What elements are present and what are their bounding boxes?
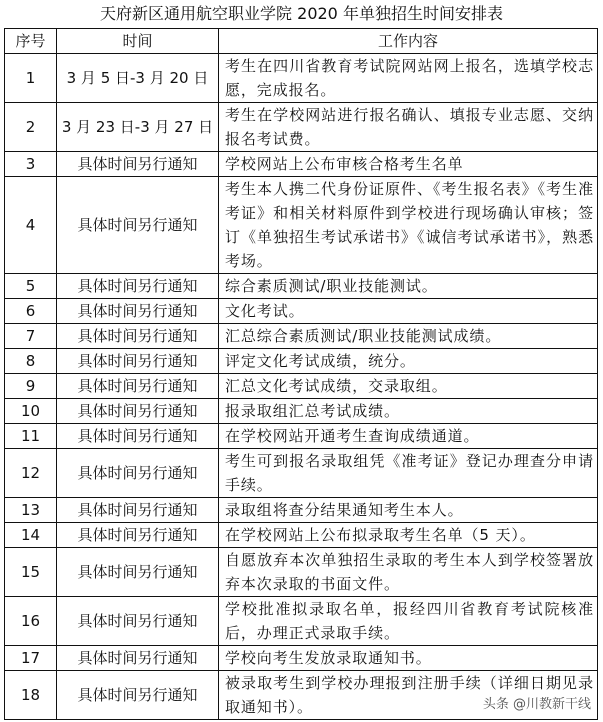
document-title: 天府新区通用航空职业学院 2020 年单独招生时间安排表 xyxy=(100,4,503,23)
table-row xyxy=(5,324,598,349)
table-row xyxy=(5,177,598,274)
table-row xyxy=(5,523,598,548)
row-number: 15 xyxy=(5,548,57,597)
table-row xyxy=(5,299,598,324)
row-content: 学校网站上公布审核合格考生名单 xyxy=(219,152,598,177)
table-row xyxy=(5,646,598,671)
header-time: 时间 xyxy=(57,29,219,54)
table-row xyxy=(5,548,598,597)
table-row xyxy=(5,103,598,152)
row-content: 被录取考生到学校办理报到注册手续（详细日期见录取通知书）。 xyxy=(219,671,598,720)
row-content: 考生本人携二代身份证原件、《考生报名表》《考生准考证》和相关材料原件到学校进行现场确认审核；签订《单独招生考试承诺书》《诚信考试承诺书》，熟悉考场。 xyxy=(219,177,598,274)
row-number: 14 xyxy=(5,523,57,548)
row-content: 学校批准拟录取名单，报经四川省教育考试院核准后，办理正式录取手续。 xyxy=(219,597,598,646)
row-time: 具体时间另行通知 xyxy=(57,548,219,597)
row-number: 3 xyxy=(5,152,57,177)
schedule-table xyxy=(4,28,598,720)
row-number: 17 xyxy=(5,646,57,671)
row-time: 具体时间另行通知 xyxy=(57,449,219,498)
row-content: 评定文化考试成绩，统分。 xyxy=(219,349,598,374)
table-row xyxy=(5,424,598,449)
row-time: 具体时间另行通知 xyxy=(57,498,219,523)
row-content: 考生可到报名录取组凭《准考证》登记办理查分申请手续。 xyxy=(219,449,598,498)
table-row xyxy=(5,498,598,523)
row-number: 8 xyxy=(5,349,57,374)
row-time: 具体时间另行通知 xyxy=(57,299,219,324)
row-time: 具体时间另行通知 xyxy=(57,152,219,177)
row-content: 在学校网站上公布拟录取考生名单（5 天）。 xyxy=(219,523,598,548)
row-time: 具体时间另行通知 xyxy=(57,597,219,646)
row-number: 7 xyxy=(5,324,57,349)
header-number: 序号 xyxy=(5,29,57,54)
row-number: 9 xyxy=(5,374,57,399)
row-number: 4 xyxy=(5,177,57,274)
row-number: 16 xyxy=(5,597,57,646)
row-number: 6 xyxy=(5,299,57,324)
row-content: 学校向考生发放录取通知书。 xyxy=(219,646,598,671)
table-row xyxy=(5,449,598,498)
row-number: 10 xyxy=(5,399,57,424)
row-number: 11 xyxy=(5,424,57,449)
row-content: 汇总综合素质测试/职业技能测试成绩。 xyxy=(219,324,598,349)
row-time: 3 月 5 日-3 月 20 日 xyxy=(57,54,219,103)
row-content: 文化考试。 xyxy=(219,299,598,324)
table-header-row xyxy=(5,29,598,54)
row-time: 具体时间另行通知 xyxy=(57,324,219,349)
watermark: 头条 @川教新干线 xyxy=(482,697,591,712)
row-content: 自愿放弃本次单独招生录取的考生本人到学校签署放弃本次录取的书面文件。 xyxy=(219,548,598,597)
row-content: 综合素质测试/职业技能测试。 xyxy=(219,274,598,299)
row-time: 具体时间另行通知 xyxy=(57,424,219,449)
row-time: 具体时间另行通知 xyxy=(57,671,219,720)
row-number: 13 xyxy=(5,498,57,523)
table-row xyxy=(5,597,598,646)
row-content: 录取组将查分结果通知考生本人。 xyxy=(219,498,598,523)
row-content: 考生在学校网站进行报名确认、填报专业志愿、交纳报名考试费。 xyxy=(219,103,598,152)
row-number: 5 xyxy=(5,274,57,299)
table-row xyxy=(5,349,598,374)
table-row xyxy=(5,399,598,424)
row-time: 具体时间另行通知 xyxy=(57,177,219,274)
row-number: 1 xyxy=(5,54,57,103)
row-time: 具体时间另行通知 xyxy=(57,274,219,299)
table-row xyxy=(5,152,598,177)
row-time: 具体时间另行通知 xyxy=(57,523,219,548)
row-time: 具体时间另行通知 xyxy=(57,349,219,374)
table-row xyxy=(5,54,598,103)
row-content: 报录取组汇总考试成绩。 xyxy=(219,399,598,424)
table-row xyxy=(5,374,598,399)
row-content: 考生在四川省教育考试院网站网上报名，选填学校志愿，完成报名。 xyxy=(219,54,598,103)
row-content: 汇总文化考试成绩，交录取组。 xyxy=(219,374,598,399)
table-row xyxy=(5,274,598,299)
row-content: 在学校网站开通考生查询成绩通道。 xyxy=(219,424,598,449)
row-number: 12 xyxy=(5,449,57,498)
row-time: 3 月 23 日-3 月 27 日 xyxy=(57,103,219,152)
row-time: 具体时间另行通知 xyxy=(57,374,219,399)
row-number: 2 xyxy=(5,103,57,152)
header-content: 工作内容 xyxy=(219,29,598,54)
row-number: 18 xyxy=(5,671,57,720)
row-time: 具体时间另行通知 xyxy=(57,646,219,671)
row-time: 具体时间另行通知 xyxy=(57,399,219,424)
